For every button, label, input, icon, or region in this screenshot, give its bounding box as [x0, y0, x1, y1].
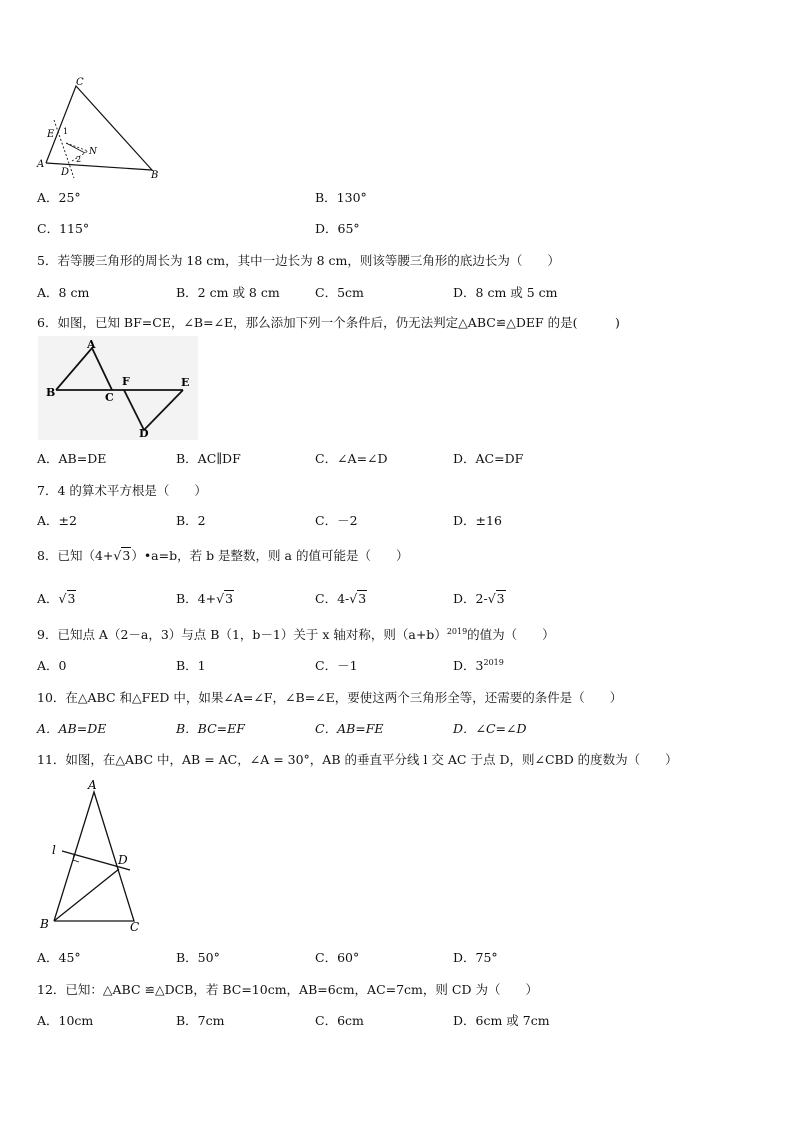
q12-option-d: D．6cm 或 7cm [453, 1013, 550, 1028]
q4-triangle-figure [30, 75, 170, 185]
q4-option-b: B．130° [315, 190, 367, 205]
q4-label-d: D [61, 167, 70, 178]
q7-option-c: C．－2 [315, 513, 358, 528]
q6-stem: 6．如图，已知 BF=CE，∠B=∠E，那么添加下列一个条件后，仍无法判定△ABC≌△DEF 的是( ) [37, 315, 620, 330]
q9-option-b: B．1 [176, 658, 206, 673]
q8-option-a: A．√3 [37, 591, 76, 606]
q4-option-a: A．25° [37, 190, 81, 205]
q5-option-b: B．2 cm 或 8 cm [176, 285, 280, 300]
q7-option-b: B．2 [176, 513, 206, 528]
q9-option-d-exponent: 2019 [483, 657, 504, 667]
q9-option-c: C．－1 [315, 658, 358, 673]
q6-option-d: D．AC=DF [453, 451, 524, 466]
q8-option-b: B．4+√3 [176, 591, 234, 606]
q4-label-a: A [37, 159, 45, 170]
q8-stem [37, 546, 408, 564]
q4-label-b: B [151, 170, 159, 181]
q12-stem: 12．已知：△ABC ≌△DCB，若 BC=10cm，AB=6cm，AC=7cm，则 CD 为（ ） [37, 982, 538, 997]
q6-label-c: C [105, 391, 114, 404]
q11-stem: 11．如图，在△ABC 中，AB = AC，∠A = 30°，AB 的垂直平分线 l 交 AC 于点 D，则∠CBD 的度数为（ ） [37, 752, 678, 767]
q11-option-d: D．75° [453, 950, 498, 965]
q11-label-d: D [118, 853, 128, 867]
q6-label-f: F [122, 375, 130, 388]
q4-label-c: C [76, 77, 84, 88]
q4-option-d: D．65° [315, 221, 360, 236]
q10-option-c: C．AB=FE [315, 721, 384, 736]
q4-label-2: 2 [76, 155, 82, 164]
q10-option-d: D．∠C=∠D [453, 721, 527, 736]
q12-option-a: A．10cm [37, 1013, 94, 1028]
q7-stem: 7．4 的算术平方根是（ ） [37, 483, 207, 498]
q8-option-a-radicand: 3 [67, 591, 76, 606]
q8-option-a-prefix: A． [37, 591, 59, 606]
q6-label-e: E [181, 376, 190, 389]
q8-stem-part-c: ）•a=b，若 b 是整数，则 a 的值可能是（ ） [131, 548, 409, 563]
q5-option-c: C．5cm [315, 285, 364, 300]
q9-stem [37, 625, 555, 643]
q8-option-c: C．4-√3 [315, 591, 367, 606]
q7-option-a: A．±2 [37, 513, 77, 528]
q8-option-b-prefix: B．4+ [176, 591, 217, 606]
q11-option-b: B．50° [176, 950, 220, 965]
q8-option-c-prefix: C．4- [315, 591, 350, 606]
q4-label-e: E [47, 129, 55, 140]
q11-option-a: A．45° [37, 950, 81, 965]
q8-option-d: D．2-√3 [453, 591, 505, 606]
q9-option-d-base: D．3 [453, 658, 484, 673]
q7-option-d: D．±16 [453, 513, 502, 528]
q9-option-a: A．0 [37, 658, 67, 673]
q5-stem: 5．若等腰三角形的周长为 18 cm，其中一边长为 8 cm，则该等腰三角形的底边长为（ ） [37, 253, 560, 268]
q6-label-a: A [87, 338, 96, 351]
q10-stem: 10．在△ABC 和△FED 中，如果∠A=∠F，∠B=∠E，要使这两个三角形全等，还需要的条件是（ ） [37, 690, 623, 705]
q6-option-a: A．AB=DE [37, 451, 107, 466]
q11-option-c: C．60° [315, 950, 360, 965]
q6-option-b: B．AC∥DF [176, 451, 241, 466]
q11-label-a: A [88, 778, 97, 792]
q4-label-n: N [89, 147, 97, 157]
q8-stem-part-a: 8．已知（4+ [37, 548, 114, 563]
q6-label-d: D [139, 427, 149, 440]
q12-option-b: B．7cm [176, 1013, 225, 1028]
q9-stem-part-a: 9．已知点 A（2－a，3）与点 B（1，b－1）关于 x 轴对称，则（a+b） [37, 627, 447, 642]
q9-stem-part-b: 的值为（ ） [467, 627, 555, 642]
q8-option-b-radicand: 3 [225, 591, 234, 606]
q9-option-d [453, 656, 504, 674]
q11-label-l: l [52, 843, 56, 857]
q8-sqrt-radicand: 3 [122, 548, 131, 563]
q5-option-a: A．8 cm [37, 285, 90, 300]
q4-label-1: 1 [63, 127, 69, 136]
q8-option-d-prefix: D．2- [453, 591, 488, 606]
q11-label-c: C [130, 920, 140, 934]
q5-option-d: D．8 cm 或 5 cm [453, 285, 558, 300]
q8-option-d-radicand: 3 [496, 591, 505, 606]
q8-sqrt: √3 [113, 548, 131, 563]
q6-triangles-figure [38, 336, 198, 440]
q11-triangle-figure [36, 776, 156, 936]
q10-option-b: B．BC=EF [176, 721, 245, 736]
q8-option-c-radicand: 3 [358, 591, 367, 606]
q6-option-c: C．∠A=∠D [315, 451, 388, 466]
q11-label-b: B [40, 917, 49, 931]
q4-option-c: C．115° [37, 221, 90, 236]
q12-option-c: C．6cm [315, 1013, 364, 1028]
q10-option-a: A．AB=DE [37, 721, 107, 736]
q9-exponent: 2019 [446, 626, 468, 636]
q6-label-b: B [46, 386, 56, 399]
